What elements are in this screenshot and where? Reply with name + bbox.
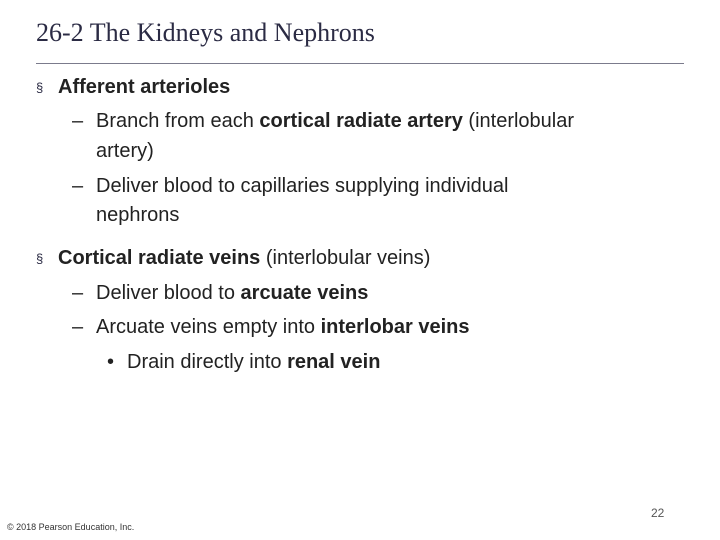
bullet-marker: § <box>36 80 44 95</box>
slide-title: 26-2 The Kidneys and Nephrons <box>36 18 375 47</box>
sub-bullet-deliver: Deliver blood to capillaries supplying individual <box>96 175 509 197</box>
page-number: 22 <box>651 506 665 520</box>
bullet-marker: § <box>36 251 44 266</box>
sub-bullet-marker: – <box>72 316 84 338</box>
sub-bullet-deliver-continued: nephrons <box>96 204 180 226</box>
bullet-cortical-radiate-veins: Cortical radiate veins (interlobular veins) <box>58 247 431 269</box>
sub-bullet-branch-continued: artery) <box>96 140 154 162</box>
bullet-afferent-arterioles <box>58 75 230 99</box>
bullet-text: Afferent arterioles <box>58 76 231 98</box>
sub-bullet-branch: Branch from each cortical radiate artery (interlobular <box>96 110 575 132</box>
sub-bullet-arcuate: Deliver blood to arcuate veins <box>96 282 369 304</box>
sub-bullet-marker: – <box>72 110 84 132</box>
sub-bullet-marker: – <box>72 282 84 304</box>
third-level-marker: • <box>107 351 115 373</box>
third-bullet-renal-vein: Drain directly into renal vein <box>127 351 381 373</box>
sub-bullet-interlobar: Arcuate veins empty into interlobar veins <box>96 316 470 338</box>
sub-bullet-marker: – <box>72 175 84 197</box>
title-divider <box>36 63 684 64</box>
copyright-notice: © 2018 Pearson Education, Inc. <box>7 522 135 532</box>
